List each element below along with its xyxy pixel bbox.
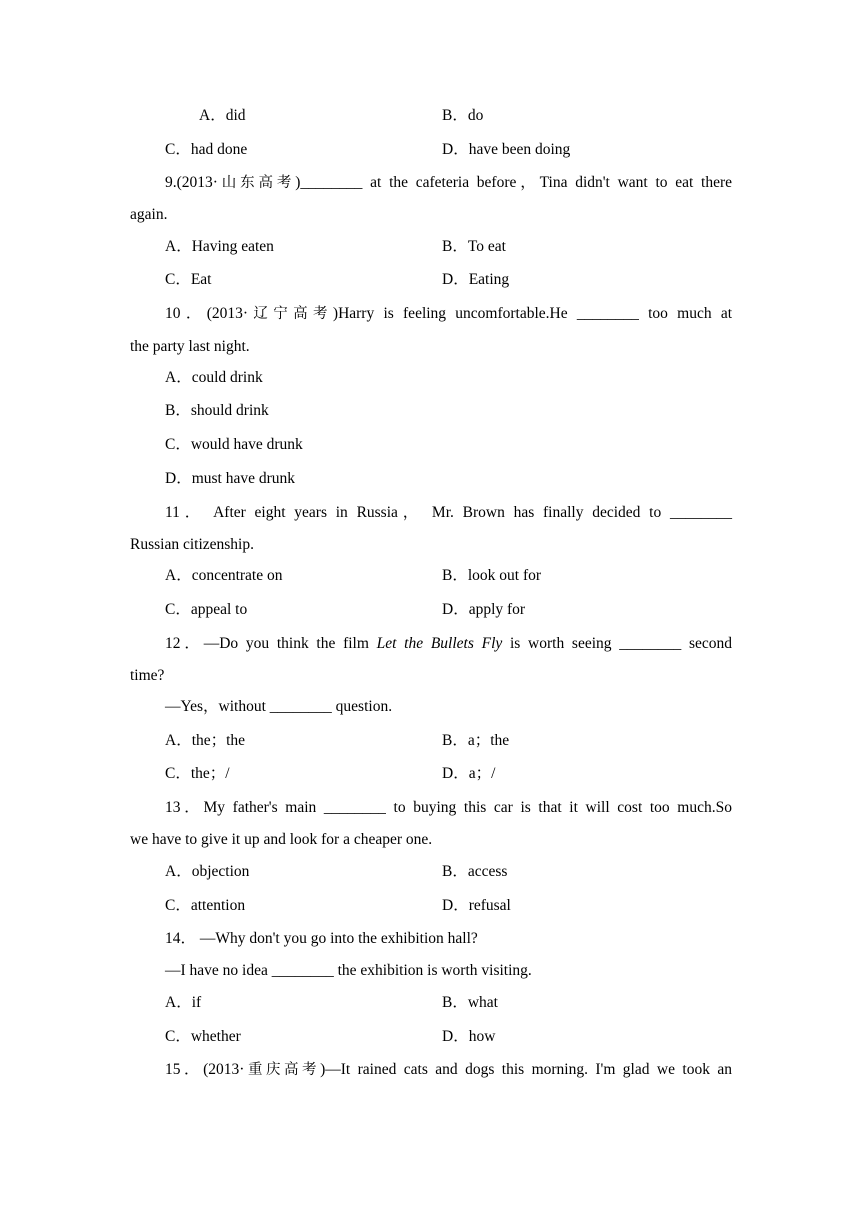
q9-source-suffix: )	[295, 174, 301, 191]
q15-source-prefix: (2013·	[203, 1061, 245, 1078]
q10-text: Harry is feeling uncomfortable.He ________ too much at	[338, 305, 733, 322]
q14-option-b: B．what	[442, 994, 498, 1011]
q9-source-prefix: (2013·	[176, 174, 218, 191]
q9-stem	[165, 173, 732, 193]
q12-text-pre: 12．—Do you think the film	[165, 635, 377, 652]
q15-source-suffix: )	[320, 1061, 326, 1078]
q10-option-d: D．must have drunk	[165, 470, 296, 487]
q13-option-d: D．refusal	[442, 897, 511, 914]
q10-stem-cont: the party last night.	[130, 338, 250, 355]
q11-option-d: D．apply for	[442, 601, 526, 618]
q14-stem: 14． —Why don't you go into the exhibition hall?	[165, 930, 478, 947]
q8-option-c: C．had done	[165, 141, 248, 158]
q13-stem-cont: we have to give it up and look for a cheaper one.	[130, 831, 433, 848]
q9-option-b: B．To eat	[442, 238, 506, 255]
q10-option-a: A．could drink	[165, 369, 263, 386]
q14-option-d: D．how	[442, 1028, 496, 1045]
q9-text: ________ at the cafeteria before，Tina didn't want to eat there	[300, 174, 733, 191]
q9-option-a: A．Having eaten	[165, 238, 274, 255]
q12-answer-line: —Yes，without ________ question.	[165, 698, 393, 715]
q8-option-d: D．have been doing	[442, 141, 571, 158]
q9-source: 山东高考	[217, 175, 296, 191]
q15-text: —It rained cats and dogs this morning. I'm glad we took an	[325, 1061, 732, 1078]
q10-option-b: B．should drink	[165, 402, 269, 419]
q11-stem: 11． After eight years in Russia， Mr. Brown has finally decided to ________	[165, 504, 732, 521]
q13-option-c: C．attention	[165, 897, 246, 914]
q12-stem	[165, 634, 732, 654]
q12-stem-cont: time?	[130, 667, 165, 684]
q11-stem-cont: Russian citizenship.	[130, 536, 254, 553]
q12-text-post: is worth seeing ________ second	[502, 635, 733, 652]
q9-stem-cont: again.	[130, 206, 168, 223]
q11-option-b: B．look out for	[442, 567, 542, 584]
q9-option-c: C．Eat	[165, 271, 212, 288]
q12-film-title: Let the Bullets Fly	[376, 635, 503, 652]
q14-answer-line: —I have no idea ________ the exhibition is worth visiting.	[165, 962, 532, 979]
q11-option-c: C．appeal to	[165, 601, 248, 618]
q15-stem	[165, 1060, 732, 1080]
q12-option-b: B．a；the	[442, 732, 510, 749]
q14-option-c: C．whether	[165, 1028, 241, 1045]
q8-option-b: B．do	[442, 107, 484, 124]
q10-number: 10．	[165, 305, 207, 322]
q12-option-d: D．a；/	[442, 765, 496, 782]
q10-stem	[165, 304, 732, 324]
q13-option-b: B．access	[442, 863, 508, 880]
q10-source: 辽宁高考	[248, 306, 333, 322]
q14-option-a: A．if	[165, 994, 202, 1011]
q9-option-d: D．Eating	[442, 271, 510, 288]
q12-option-a: A．the；the	[165, 732, 246, 749]
q9-number: 9.	[165, 174, 177, 191]
q10-source-prefix: (2013·	[206, 305, 249, 322]
q15-source: 重庆高考	[244, 1062, 321, 1078]
q10-source-suffix: )	[332, 305, 339, 322]
q10-option-c: C．would have drunk	[165, 436, 303, 453]
q13-stem: 13．My father's main ________ to buying this car is that it will cost too much.So	[165, 799, 732, 816]
q15-number: 15．	[165, 1061, 204, 1078]
q11-option-a: A．concentrate on	[165, 567, 283, 584]
q12-option-c: C．the；/	[165, 765, 230, 782]
q8-option-a: A．did	[199, 107, 246, 124]
q13-option-a: A．objection	[165, 863, 250, 880]
